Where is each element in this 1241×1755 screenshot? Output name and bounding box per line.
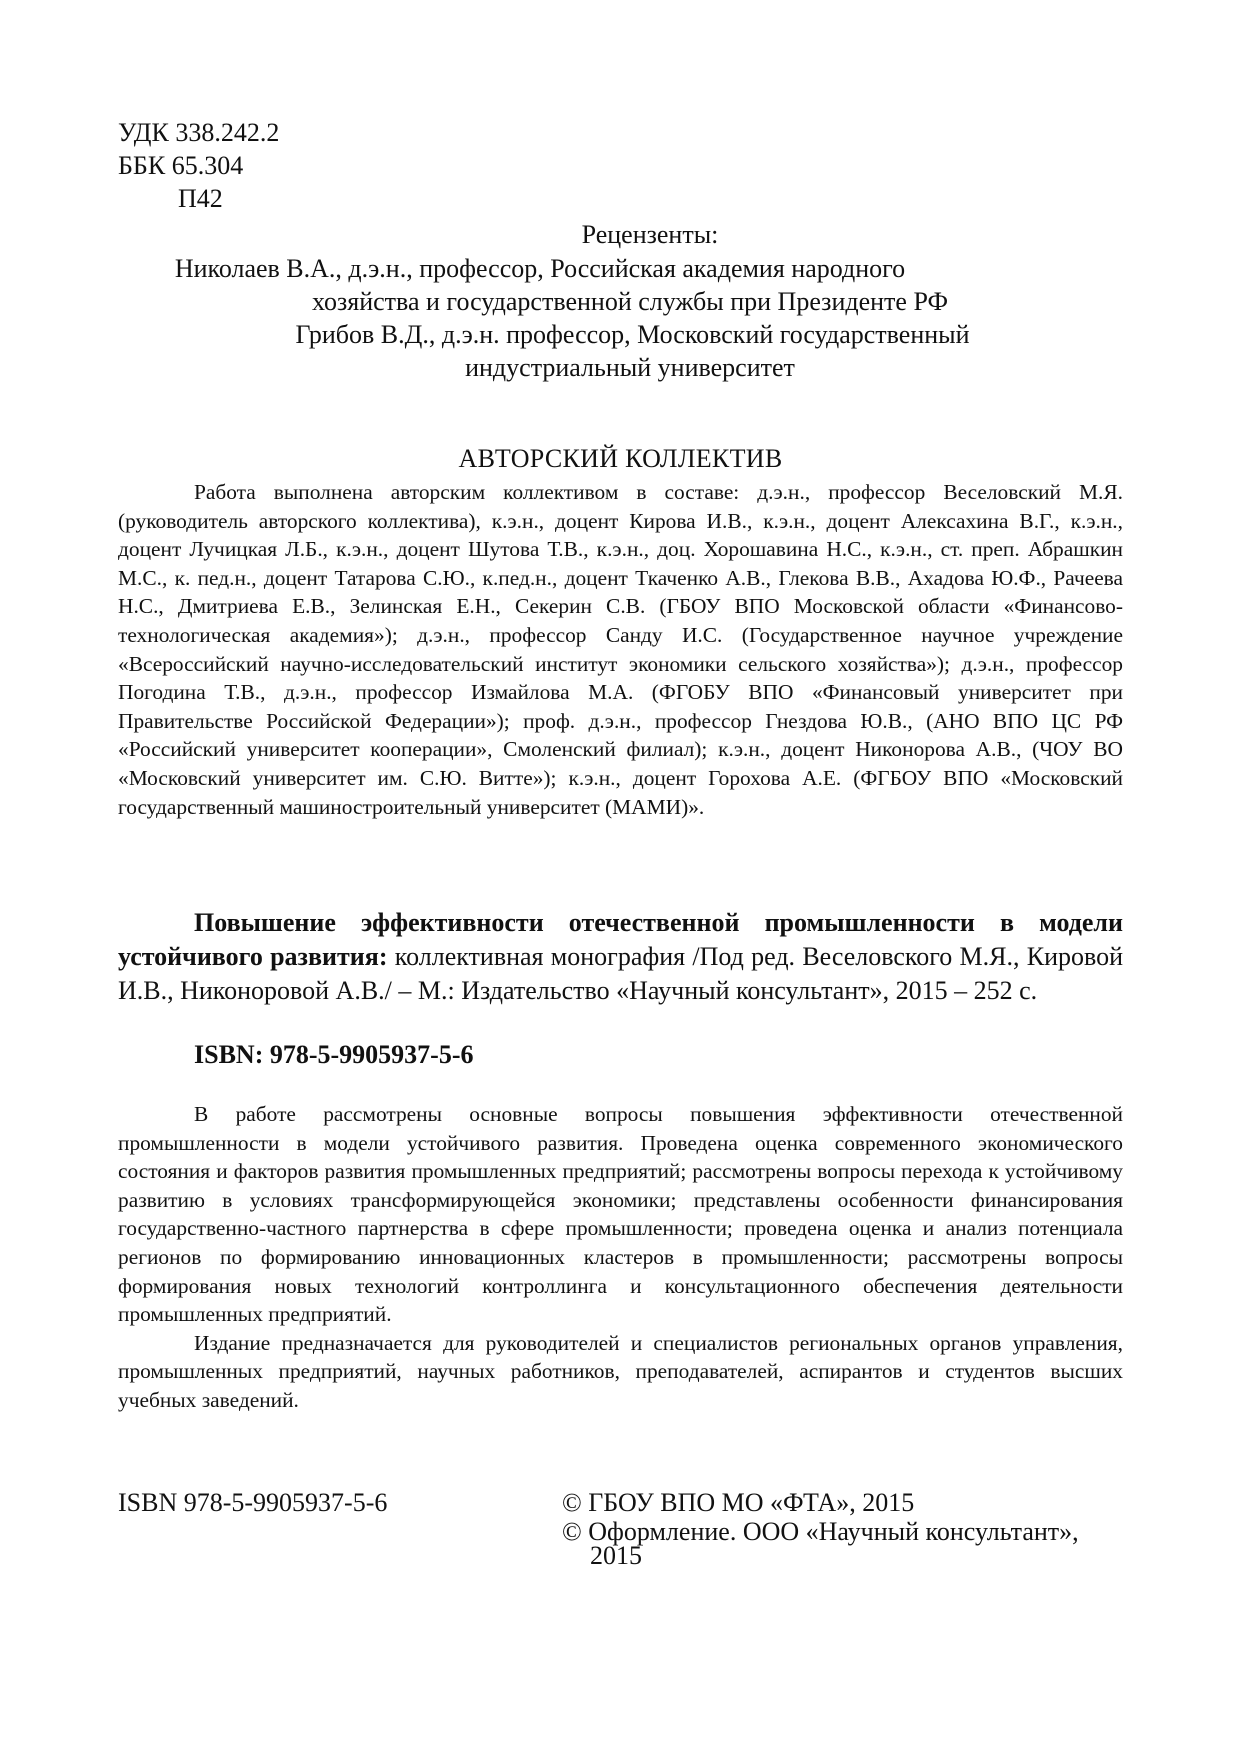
copyright-line-2: © Оформление. ООО «Научный консультант», — [562, 1517, 1079, 1546]
citation-isbn: ISBN: 978-5-9905937-5-6 — [194, 1040, 474, 1069]
authors-paragraph: Работа выполнена авторским коллективом в составе: д.э.н., профессор Веселовский М.Я. (руководитель авторского коллектива), к.э.н., доцент Кирова И.В., к.э.н., доцент Алексахина В.Г., к.э.н., доцент Лучицкая Л.Б., к.э.н., доцент Шутова Т.В., к.э.н., доц. Хорошавина Н.С., к.э.н., ст. преп. Абрашкин М.С., к. пед.н., доцент Татарова С.Ю., к.пед.н., доцент Ткаченко А.В., Глекова В.В., Ахадова Ю.Ф., Рачеева Н.С., Дмитриева Е.В., Зелинская Е.Н., Секерин С.В. (ГБОУ ВПО Московской области «Финансово-технологическая академия»); д.э.н., профессор Санду И.С. (Государственное научное учреждение «Всероссийский научно-исследовательский институт экономики сельского хозяйства»); д.э.н., профессор Погодина Т.В., д.э.н., профессор Измайлова М.А. (ФГОБУ ВПО «Финансовый университет при Правительстве Российской Федерации»); проф. д.э.н., профессор Гнездова Ю.В., (АНО ВПО ЦС РФ «Российский университет кооперации», Смоленский филиал); к.э.н., доцент Никонорова А.В., (ЧОУ ВО «Московский университет им. С.Ю. Витте»); к.э.н., доцент Горохова А.Е. (ФГБОУ ВПО «Московский государственный машиностроительный университет (МАМИ)». — [118, 480, 1123, 819]
abstract-block — [118, 1100, 1123, 1415]
abstract-paragraph-1: В работе рассмотрены основные вопросы повышения эффективности отечественной промышленности в модели устойчивого развития. Проведена оценка современного экономического состояния и факторов развития промышленных предприятий; рассмотрены вопросы перехода к устойчивому развитию в условиях трансформирующейся экономики; представлены особенности финансирования государственно-частного партнерства в сфере промышленности; проведена оценка и анализ потенциала регионов по формированию инновационных кластеров в промышленности; рассмотрены вопросы формирования новых технологий контроллинга и консультационного обеспечения деятельности промышленных предприятий. — [118, 1102, 1123, 1327]
author-mark: П42 — [178, 184, 223, 213]
authors-heading: АВТОРСКИЙ КОЛЛЕКТИВ — [458, 444, 783, 473]
abstract-paragraph-2: Издание предназначается для руководителей и специалистов региональных органов управления, промышленных предприятий, научных работников, преподавателей, аспирантов и студентов высших учебных заведений. — [118, 1330, 1123, 1412]
copyright-line-1: © ГБОУ ВПО МО «ФТА», 2015 — [562, 1488, 915, 1517]
citation-title: Повышение эффективности отечественной промышленности в модели устойчивого развития: — [118, 908, 1123, 971]
citation-details: коллективная монография /Под ред. Веселовского М.Я., Кировой И.В., Никоноровой А.В./ – М.: Издательство «Научный консультант», 2015 – 252 с. — [118, 942, 1124, 1005]
reviewer-1-line-2: хозяйства и государственной службы при Президенте РФ — [311, 287, 949, 316]
reviewers-block — [120, 218, 1120, 384]
copyright-line-2-year: 2015 — [590, 1541, 642, 1570]
reviewer-2-line-1: Грибов В.Д., д.э.н. профессор, Московский государственный — [295, 320, 970, 349]
classification-codes — [118, 116, 279, 215]
udk-code: УДК 338.242.2 — [118, 118, 280, 147]
reviewers-title: Рецензенты: — [581, 220, 719, 249]
reviewer-1-line-1: Николаев В.А., д.э.н., профессор, Российская академия народного — [174, 254, 906, 283]
bibliographic-citation — [118, 906, 1123, 1008]
footer-isbn: ISBN 978-5-9905937-5-6 — [118, 1488, 388, 1517]
copyright-block — [562, 1488, 1162, 1570]
reviewer-2-line-2: индустриальный университет — [465, 353, 795, 382]
bbk-code: ББК 65.304 — [118, 151, 244, 180]
